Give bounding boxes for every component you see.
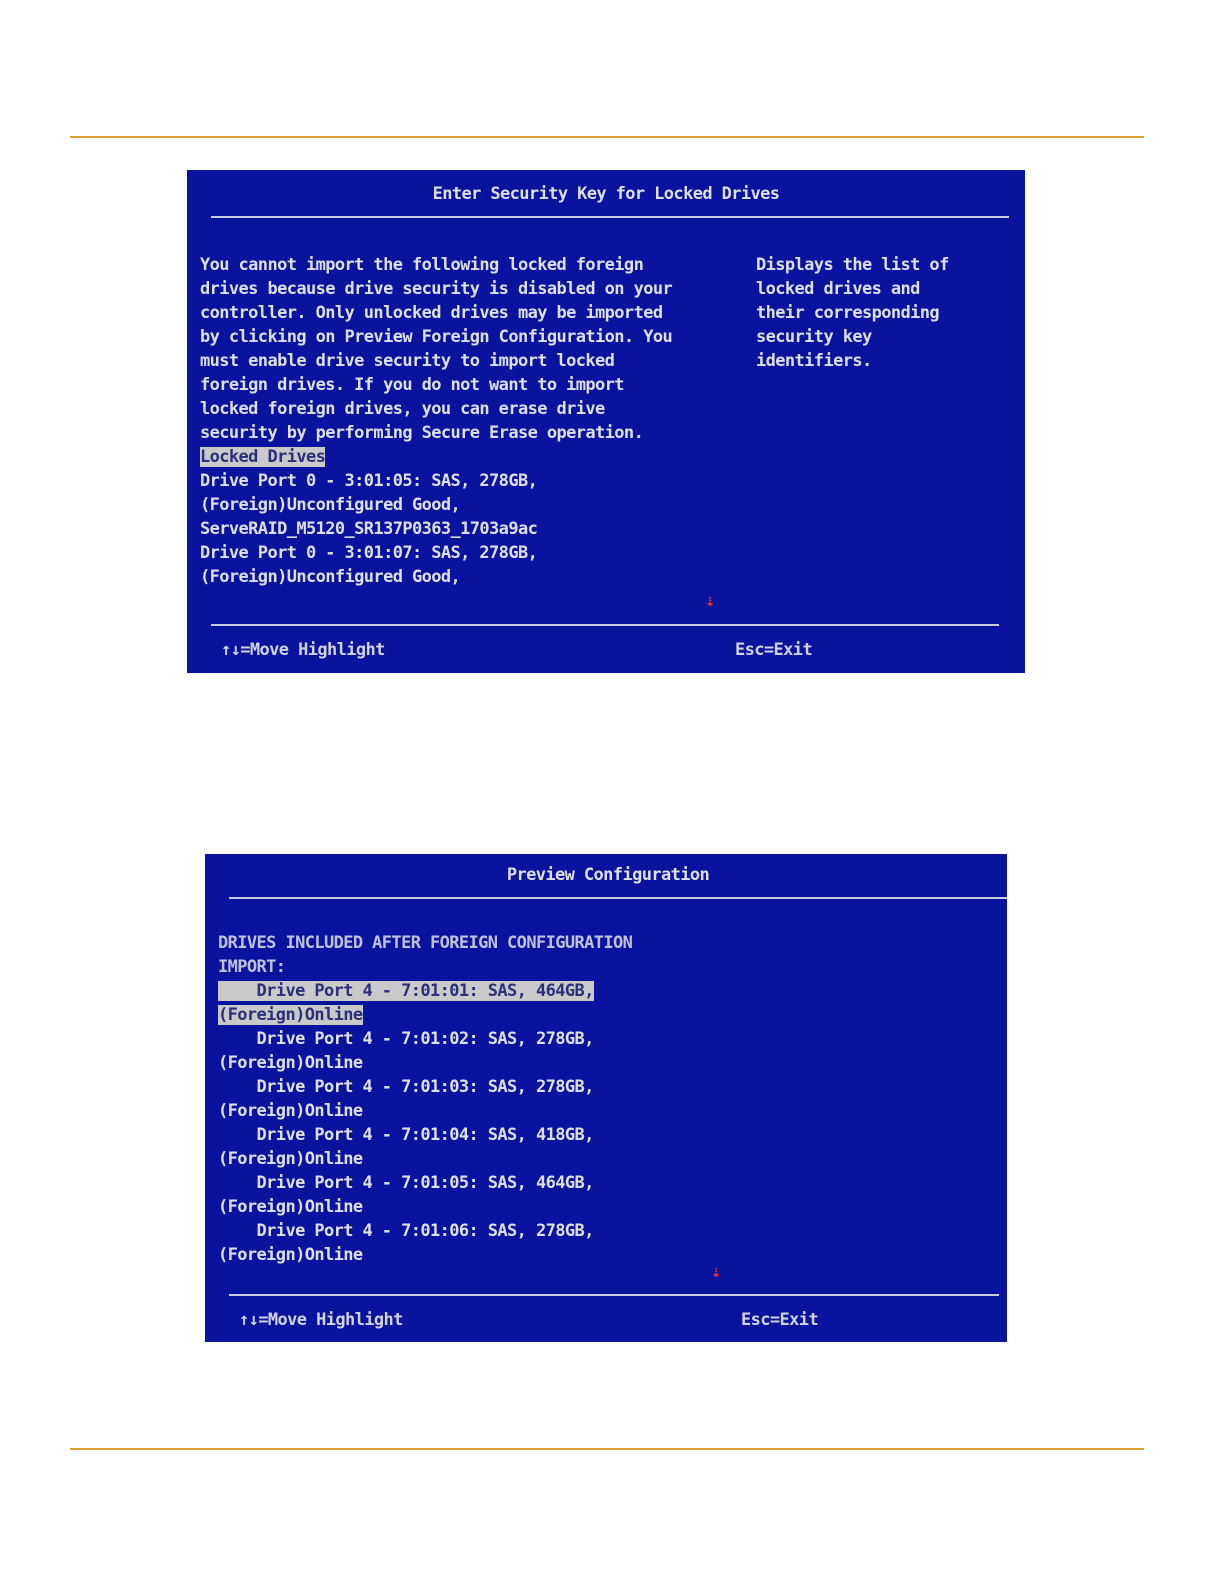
drive-item-line1: Drive Port 4 - 7:01:01: SAS, 464GB, [218,981,594,1001]
drive-item-line2: (Foreign)Online [218,1149,363,1169]
down-arrow-icon: ⇣ [705,591,715,611]
drive-line: ServeRAID_M5120_SR137P0363_1703a9ac [200,519,538,539]
description-line: controller. Only unlocked drives may be imported [200,303,663,323]
drive-item-line1: Drive Port 4 - 7:01:03: SAS, 278GB, [218,1077,594,1097]
footer-divider [211,624,999,626]
help-line: locked drives and [756,279,920,299]
drive-item-line1: Drive Port 4 - 7:01:04: SAS, 418GB, [218,1125,594,1145]
drive-item-line2: (Foreign)Online [218,1005,363,1025]
description-line: security by performing Secure Erase operation. [200,423,644,443]
esc-exit-hint[interactable]: Esc=Exit [741,1310,819,1330]
description-line: drives because drive security is disabled on your [200,279,673,299]
drive-line: Drive Port 0 - 3:01:05: SAS, 278GB, [200,471,538,491]
title-divider [211,216,1009,218]
esc-exit-hint[interactable]: Esc=Exit [735,640,813,660]
header-rule [70,136,1144,138]
drive-item[interactable] [218,1075,778,1123]
description-line: must enable drive security to import locked [200,351,615,371]
drive-list [218,931,778,1267]
drive-line: (Foreign)Unconfigured Good, [200,567,461,587]
description-panel [200,253,740,589]
drive-item[interactable] [218,1171,778,1219]
help-line: identifiers. [756,351,872,371]
screen-title: Preview Configuration [506,865,710,885]
down-arrow-icon: ⇣ [711,1262,721,1282]
drive-item-line2: (Foreign)Online [218,1101,363,1121]
help-line: Displays the list of [756,255,949,275]
drive-line: Drive Port 0 - 3:01:07: SAS, 278GB, [200,543,538,563]
help-line: security key [756,327,872,347]
drive-item-line2: (Foreign)Online [218,1245,363,1265]
drive-item-line1: Drive Port 4 - 7:01:06: SAS, 278GB, [218,1221,594,1241]
title-divider [229,897,1007,899]
section-header: DRIVES INCLUDED AFTER FOREIGN CONFIGURATION [218,933,633,953]
screen-title: Enter Security Key for Locked Drives [432,184,780,204]
drive-line: (Foreign)Unconfigured Good, [200,495,461,515]
drive-item[interactable] [218,979,778,1027]
drive-item-line1: Drive Port 4 - 7:01:02: SAS, 278GB, [218,1029,594,1049]
description-line: locked foreign drives, you can erase drive [200,399,605,419]
drive-item[interactable] [218,1027,778,1075]
drive-item-line1: Drive Port 4 - 7:01:05: SAS, 464GB, [218,1173,594,1193]
help-line: their corresponding [756,303,940,323]
footer-rule [70,1448,1144,1450]
locked-drives-item[interactable]: Locked Drives [200,447,326,467]
description-line: foreign drives. If you do not want to import [200,375,624,395]
drive-item-line2: (Foreign)Online [218,1053,363,1073]
move-highlight-hint: ↑↓=Move Highlight [221,640,385,660]
drive-item-line2: (Foreign)Online [218,1197,363,1217]
preview-configuration-screen [205,854,1007,1342]
footer-divider [229,1294,999,1296]
drive-item[interactable] [218,1219,778,1267]
section-header: IMPORT: [218,957,286,977]
move-highlight-hint: ↑↓=Move Highlight [239,1310,403,1330]
security-key-screen [187,170,1025,673]
help-panel [756,253,1016,373]
description-line: You cannot import the following locked foreign [200,255,644,275]
drive-item[interactable] [218,1123,778,1171]
description-line: by clicking on Preview Foreign Configuration. You [200,327,673,347]
